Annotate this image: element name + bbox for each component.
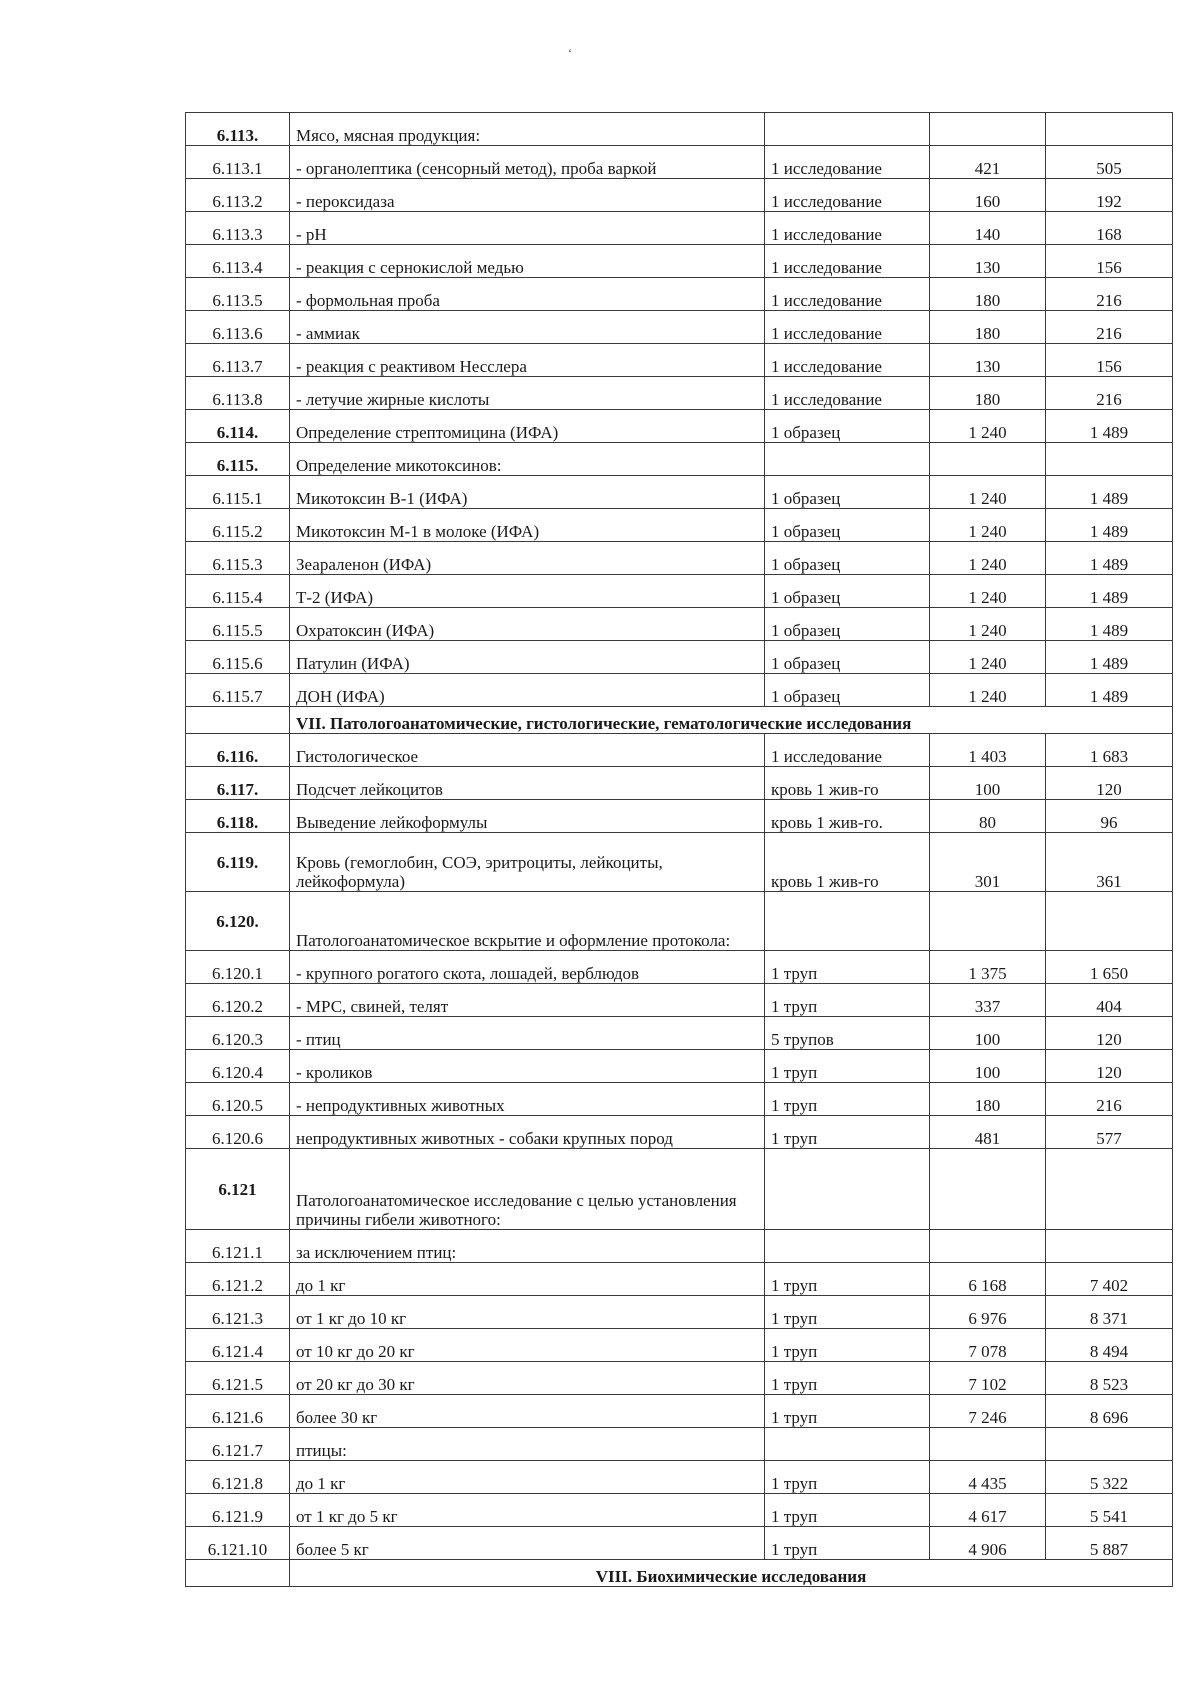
price-with-vat-cell: 216	[1046, 377, 1173, 410]
unit-cell: 1 исследование	[765, 311, 930, 344]
price-with-vat-cell: 1 489	[1046, 410, 1173, 443]
price-with-vat-cell: 7 402	[1046, 1263, 1173, 1296]
unit-cell	[765, 892, 930, 951]
unit-cell: 1 труп	[765, 1494, 930, 1527]
code-cell: 6.115.	[186, 443, 290, 476]
code-cell: 6.115.6	[186, 641, 290, 674]
price-cell: 1 240	[930, 509, 1046, 542]
table-row	[186, 179, 1173, 212]
price-with-vat-cell: 505	[1046, 146, 1173, 179]
service-name-cell: - pH	[290, 212, 765, 245]
unit-cell: 1 исследование	[765, 245, 930, 278]
unit-cell: 1 исследование	[765, 146, 930, 179]
service-name-cell: - непродуктивных животных	[290, 1083, 765, 1116]
price-cell	[930, 1149, 1046, 1230]
price-cell: 130	[930, 245, 1046, 278]
table-row	[186, 377, 1173, 410]
price-with-vat-cell: 1 683	[1046, 734, 1173, 767]
code-cell: 6.120.6	[186, 1116, 290, 1149]
code-cell: 6.121.4	[186, 1329, 290, 1362]
price-with-vat-cell	[1046, 1149, 1173, 1230]
code-cell: 6.113.2	[186, 179, 290, 212]
price-with-vat-cell: 1 489	[1046, 509, 1173, 542]
price-cell	[930, 892, 1046, 951]
unit-cell: 1 труп	[765, 951, 930, 984]
price-cell: 1 240	[930, 608, 1046, 641]
service-name-cell: - формольная проба	[290, 278, 765, 311]
service-name-cell: Патулин (ИФА)	[290, 641, 765, 674]
service-name-cell: за исключением птиц:	[290, 1230, 765, 1263]
unit-cell: 1 труп	[765, 1296, 930, 1329]
unit-cell: 1 труп	[765, 1362, 930, 1395]
price-with-vat-cell: 361	[1046, 833, 1173, 892]
service-name-cell: от 10 кг до 20 кг	[290, 1329, 765, 1362]
code-cell: 6.121.8	[186, 1461, 290, 1494]
code-cell: 6.113.5	[186, 278, 290, 311]
price-cell: 7 078	[930, 1329, 1046, 1362]
code-cell: 6.115.3	[186, 542, 290, 575]
service-name-cell: Кровь (гемоглобин, СОЭ, эритроциты, лейкоциты, лейкоформула)	[290, 833, 765, 892]
price-cell: 1 240	[930, 542, 1046, 575]
service-name-cell: от 1 кг до 5 кг	[290, 1494, 765, 1527]
price-cell	[930, 1428, 1046, 1461]
table-row	[186, 311, 1173, 344]
service-name-cell: Микотоксин М-1 в молоке (ИФА)	[290, 509, 765, 542]
code-cell: 6.113.	[186, 113, 290, 146]
service-name-cell: - органолептика (сенсорный метод), проба варкой	[290, 146, 765, 179]
table-row	[186, 1149, 1173, 1230]
service-name-cell: Мясо, мясная продукция:	[290, 113, 765, 146]
service-name-cell: ДОН (ИФА)	[290, 674, 765, 707]
code-cell: 6.120.5	[186, 1083, 290, 1116]
unit-cell	[765, 1428, 930, 1461]
price-with-vat-cell	[1046, 113, 1173, 146]
service-name-cell: - реакция с сернокислой медью	[290, 245, 765, 278]
table-row	[186, 1527, 1173, 1560]
unit-cell: 1 исследование	[765, 179, 930, 212]
price-with-vat-cell: 120	[1046, 1050, 1173, 1083]
code-cell: 6.120.4	[186, 1050, 290, 1083]
unit-cell: 5 трупов	[765, 1017, 930, 1050]
code-cell: 6.118.	[186, 800, 290, 833]
table-row	[186, 800, 1173, 833]
price-with-vat-cell: 5 541	[1046, 1494, 1173, 1527]
unit-cell: 1 труп	[765, 1461, 930, 1494]
price-with-vat-cell: 8 494	[1046, 1329, 1173, 1362]
code-cell: 6.115.1	[186, 476, 290, 509]
code-cell: 6.121.3	[186, 1296, 290, 1329]
price-with-vat-cell: 1 489	[1046, 476, 1173, 509]
price-with-vat-cell: 192	[1046, 179, 1173, 212]
code-cell: 6.113.8	[186, 377, 290, 410]
table-row	[186, 833, 1173, 892]
price-cell: 100	[930, 767, 1046, 800]
unit-cell: 1 образец	[765, 410, 930, 443]
unit-cell	[765, 443, 930, 476]
unit-cell: 1 исследование	[765, 344, 930, 377]
section-title: VIII. Биохимические исследования	[290, 1560, 1173, 1587]
table-row	[186, 278, 1173, 311]
section-code-cell	[186, 1560, 290, 1587]
code-cell: 6.121.5	[186, 1362, 290, 1395]
code-cell: 6.115.2	[186, 509, 290, 542]
table-row	[186, 951, 1173, 984]
table-row	[186, 1296, 1173, 1329]
price-with-vat-cell: 5 887	[1046, 1527, 1173, 1560]
service-name-cell: до 1 кг	[290, 1461, 765, 1494]
unit-cell: кровь 1 жив-го.	[765, 800, 930, 833]
service-name-cell: Определение микотоксинов:	[290, 443, 765, 476]
price-with-vat-cell	[1046, 1428, 1173, 1461]
table-row	[186, 1263, 1173, 1296]
price-with-vat-cell: 1 489	[1046, 542, 1173, 575]
price-with-vat-cell: 8 696	[1046, 1395, 1173, 1428]
section-header-row	[186, 1560, 1173, 1587]
code-cell: 6.121.9	[186, 1494, 290, 1527]
price-cell: 7 246	[930, 1395, 1046, 1428]
price-cell: 4 435	[930, 1461, 1046, 1494]
code-cell: 6.113.6	[186, 311, 290, 344]
unit-cell: 1 образец	[765, 542, 930, 575]
price-cell: 301	[930, 833, 1046, 892]
code-cell: 6.113.1	[186, 146, 290, 179]
price-cell	[930, 443, 1046, 476]
service-name-cell: более 30 кг	[290, 1395, 765, 1428]
code-cell: 6.119.	[186, 833, 290, 892]
table-row	[186, 509, 1173, 542]
code-cell: 6.121	[186, 1149, 290, 1230]
table-row	[186, 984, 1173, 1017]
table-row	[186, 1050, 1173, 1083]
table-row	[186, 1362, 1173, 1395]
table-row	[186, 734, 1173, 767]
service-name-cell: - птиц	[290, 1017, 765, 1050]
table-row	[186, 1116, 1173, 1149]
table-row	[186, 113, 1173, 146]
unit-cell: 1 исследование	[765, 377, 930, 410]
price-with-vat-cell: 5 322	[1046, 1461, 1173, 1494]
unit-cell: кровь 1 жив-го	[765, 833, 930, 892]
service-name-cell: Определение стрептомицина (ИФА)	[290, 410, 765, 443]
service-name-cell: от 1 кг до 10 кг	[290, 1296, 765, 1329]
table-row	[186, 1329, 1173, 1362]
code-cell: 6.113.3	[186, 212, 290, 245]
unit-cell: 1 образец	[765, 641, 930, 674]
unit-cell	[765, 1230, 930, 1263]
service-name-cell: Охратоксин (ИФА)	[290, 608, 765, 641]
table-row	[186, 1461, 1173, 1494]
table-row	[186, 1083, 1173, 1116]
service-name-cell: Гистологическое	[290, 734, 765, 767]
code-cell: 6.121.7	[186, 1428, 290, 1461]
service-name-cell: - кроликов	[290, 1050, 765, 1083]
price-cell: 180	[930, 1083, 1046, 1116]
service-name-cell: птицы:	[290, 1428, 765, 1461]
code-cell: 6.120.	[186, 892, 290, 951]
service-name-cell: от 20 кг до 30 кг	[290, 1362, 765, 1395]
table-row	[186, 1017, 1173, 1050]
unit-cell: 1 образец	[765, 575, 930, 608]
unit-cell	[765, 113, 930, 146]
code-cell: 6.113.4	[186, 245, 290, 278]
price-cell: 140	[930, 212, 1046, 245]
unit-cell: 1 труп	[765, 1527, 930, 1560]
service-name-cell: - реакция с реактивом Несслера	[290, 344, 765, 377]
price-cell: 1 240	[930, 641, 1046, 674]
unit-cell: 1 труп	[765, 1395, 930, 1428]
section-header-row	[186, 707, 1173, 734]
price-cell	[930, 1230, 1046, 1263]
service-name-cell: Подсчет лейкоцитов	[290, 767, 765, 800]
code-cell: 6.117.	[186, 767, 290, 800]
price-with-vat-cell	[1046, 443, 1173, 476]
table-row	[186, 245, 1173, 278]
code-cell: 6.120.1	[186, 951, 290, 984]
price-with-vat-cell: 96	[1046, 800, 1173, 833]
price-cell: 1 403	[930, 734, 1046, 767]
price-cell: 80	[930, 800, 1046, 833]
price-cell: 7 102	[930, 1362, 1046, 1395]
price-with-vat-cell: 216	[1046, 278, 1173, 311]
service-name-cell: - аммиак	[290, 311, 765, 344]
service-name-cell: более 5 кг	[290, 1527, 765, 1560]
price-cell: 4 617	[930, 1494, 1046, 1527]
unit-cell	[765, 1149, 930, 1230]
section-code-cell	[186, 707, 290, 734]
code-cell: 6.115.7	[186, 674, 290, 707]
price-cell: 421	[930, 146, 1046, 179]
table-row	[186, 212, 1173, 245]
service-name-cell: Выведение лейкоформулы	[290, 800, 765, 833]
price-with-vat-cell: 404	[1046, 984, 1173, 1017]
unit-cell: 1 образец	[765, 509, 930, 542]
table-row	[186, 575, 1173, 608]
price-list-table	[185, 112, 1173, 1587]
price-cell: 6 976	[930, 1296, 1046, 1329]
code-cell: 6.120.2	[186, 984, 290, 1017]
price-list-body	[186, 113, 1173, 1587]
service-name-cell: - летучие жирные кислоты	[290, 377, 765, 410]
table-row	[186, 476, 1173, 509]
price-cell: 1 240	[930, 575, 1046, 608]
unit-cell: 1 труп	[765, 1083, 930, 1116]
price-with-vat-cell: 156	[1046, 344, 1173, 377]
price-with-vat-cell: 1 650	[1046, 951, 1173, 984]
unit-cell: 1 исследование	[765, 278, 930, 311]
code-cell: 6.121.10	[186, 1527, 290, 1560]
price-with-vat-cell: 168	[1046, 212, 1173, 245]
service-name-cell: Зеараленон (ИФА)	[290, 542, 765, 575]
price-with-vat-cell	[1046, 892, 1173, 951]
price-cell: 160	[930, 179, 1046, 212]
unit-cell: 1 образец	[765, 674, 930, 707]
table-row	[186, 1428, 1173, 1461]
table-row	[186, 641, 1173, 674]
code-cell: 6.121.2	[186, 1263, 290, 1296]
price-cell: 4 906	[930, 1527, 1046, 1560]
table-row	[186, 892, 1173, 951]
table-row	[186, 1494, 1173, 1527]
price-cell: 180	[930, 377, 1046, 410]
unit-cell: 1 труп	[765, 1263, 930, 1296]
price-with-vat-cell: 216	[1046, 311, 1173, 344]
code-cell: 6.121.1	[186, 1230, 290, 1263]
price-with-vat-cell: 216	[1046, 1083, 1173, 1116]
unit-cell: кровь 1 жив-го	[765, 767, 930, 800]
table-row	[186, 443, 1173, 476]
unit-cell: 1 исследование	[765, 212, 930, 245]
price-with-vat-cell: 1 489	[1046, 674, 1173, 707]
service-name-cell: Патологоанатомическое исследование с целью установления причины гибели животного:	[290, 1149, 765, 1230]
price-with-vat-cell: 156	[1046, 245, 1173, 278]
table-row	[186, 608, 1173, 641]
service-name-cell: Микотоксин В-1 (ИФА)	[290, 476, 765, 509]
price-with-vat-cell: 1 489	[1046, 608, 1173, 641]
service-name-cell: непродуктивных животных - собаки крупных пород	[290, 1116, 765, 1149]
code-cell: 6.121.6	[186, 1395, 290, 1428]
code-cell: 6.115.5	[186, 608, 290, 641]
table-row	[186, 1230, 1173, 1263]
price-with-vat-cell: 577	[1046, 1116, 1173, 1149]
scan-mark: ʻ	[568, 46, 572, 60]
price-cell: 1 240	[930, 410, 1046, 443]
price-with-vat-cell: 1 489	[1046, 575, 1173, 608]
table-row	[186, 1395, 1173, 1428]
unit-cell: 1 труп	[765, 1050, 930, 1083]
unit-cell: 1 труп	[765, 1329, 930, 1362]
price-cell: 6 168	[930, 1263, 1046, 1296]
price-with-vat-cell: 1 489	[1046, 641, 1173, 674]
price-cell: 180	[930, 278, 1046, 311]
table-row	[186, 344, 1173, 377]
price-cell: 100	[930, 1017, 1046, 1050]
price-with-vat-cell: 8 371	[1046, 1296, 1173, 1329]
price-cell: 1 375	[930, 951, 1046, 984]
price-with-vat-cell: 120	[1046, 1017, 1173, 1050]
code-cell: 6.113.7	[186, 344, 290, 377]
price-cell: 481	[930, 1116, 1046, 1149]
section-title: VII. Патологоанатомические, гистологические, гематологические исследования	[290, 707, 1173, 734]
price-cell: 130	[930, 344, 1046, 377]
price-cell	[930, 113, 1046, 146]
unit-cell: 1 образец	[765, 608, 930, 641]
code-cell: 6.116.	[186, 734, 290, 767]
service-name-cell: - пероксидаза	[290, 179, 765, 212]
price-cell: 1 240	[930, 674, 1046, 707]
table-row	[186, 674, 1173, 707]
service-name-cell: - крупного рогатого скота, лошадей, верблюдов	[290, 951, 765, 984]
price-with-vat-cell: 120	[1046, 767, 1173, 800]
price-cell: 337	[930, 984, 1046, 1017]
unit-cell: 1 труп	[765, 984, 930, 1017]
price-cell: 100	[930, 1050, 1046, 1083]
table-row	[186, 542, 1173, 575]
code-cell: 6.115.4	[186, 575, 290, 608]
price-cell: 1 240	[930, 476, 1046, 509]
table-row	[186, 767, 1173, 800]
price-with-vat-cell: 8 523	[1046, 1362, 1173, 1395]
code-cell: 6.114.	[186, 410, 290, 443]
unit-cell: 1 исследование	[765, 734, 930, 767]
price-with-vat-cell	[1046, 1230, 1173, 1263]
code-cell: 6.120.3	[186, 1017, 290, 1050]
price-cell: 180	[930, 311, 1046, 344]
service-name-cell: - МРС, свиней, телят	[290, 984, 765, 1017]
unit-cell: 1 образец	[765, 476, 930, 509]
table-row	[186, 410, 1173, 443]
service-name-cell: до 1 кг	[290, 1263, 765, 1296]
service-name-cell: Т-2 (ИФА)	[290, 575, 765, 608]
service-name-cell: Патологоанатомическое вскрытие и оформление протокола:	[290, 892, 765, 951]
unit-cell: 1 труп	[765, 1116, 930, 1149]
table-row	[186, 146, 1173, 179]
